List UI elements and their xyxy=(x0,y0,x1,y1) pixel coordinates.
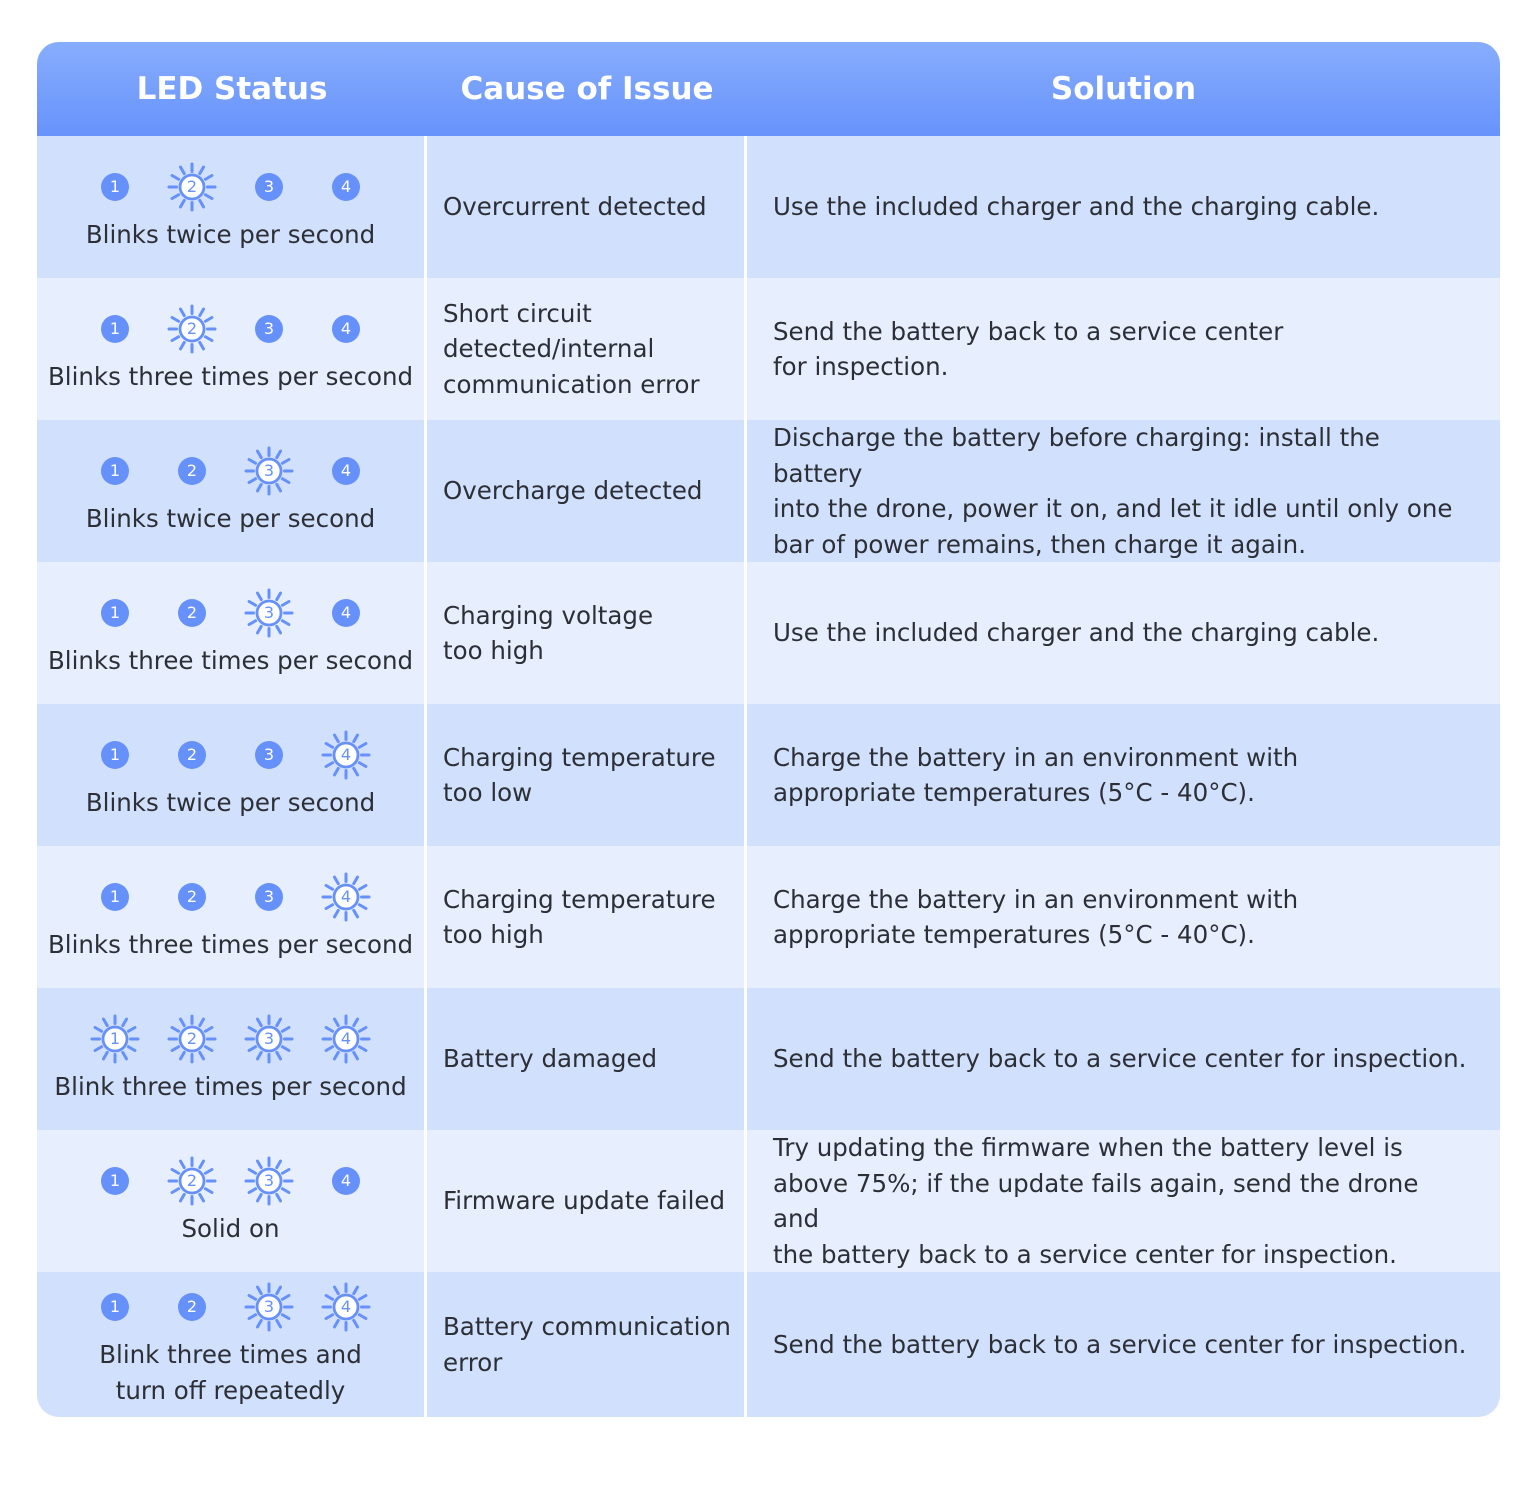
led-status-text: Blink three times per second xyxy=(54,1072,407,1102)
solution-text: Send the battery back to a service center for inspection. xyxy=(773,1044,1467,1074)
led-number: 3 xyxy=(263,745,275,765)
led-blinking-icon xyxy=(154,1013,231,1065)
led-number: 4 xyxy=(340,887,352,907)
cause-cell xyxy=(427,278,747,420)
solution-text: Send the battery back to a service center for inspection. xyxy=(773,316,1284,381)
cause-text: Battery communication error xyxy=(443,1312,731,1377)
led-blinking-icon xyxy=(308,871,385,923)
led-status-cell xyxy=(37,136,427,278)
led-number: 2 xyxy=(186,177,198,197)
cause-text: Firmware update failed xyxy=(443,1186,726,1216)
solution-cell xyxy=(747,278,1500,420)
led-solid-icon xyxy=(77,871,154,923)
led-status-text: Blinks three times per second xyxy=(47,362,414,392)
led-solid-icon xyxy=(231,303,308,355)
led-status-text: Blinks three times per second xyxy=(47,930,414,960)
led-solid-icon xyxy=(154,445,231,497)
led-number: 4 xyxy=(340,461,352,481)
header-solution: Solution xyxy=(1050,71,1197,107)
led-number: 3 xyxy=(263,461,275,481)
led-number: 1 xyxy=(109,1297,121,1316)
led-indicators xyxy=(77,1281,385,1333)
led-solid-icon xyxy=(308,303,385,355)
table-row xyxy=(37,562,1500,704)
led-number: 1 xyxy=(109,319,121,339)
led-number: 1 xyxy=(109,887,121,907)
cause-text: Charging voltage too high xyxy=(443,600,654,665)
led-status-cell xyxy=(37,1130,427,1272)
led-indicators xyxy=(77,1013,385,1065)
led-solid-icon xyxy=(77,303,154,355)
led-status-text: Blinks three times per second xyxy=(47,646,414,676)
led-indicators xyxy=(77,303,385,355)
led-number: 2 xyxy=(186,319,198,339)
led-number: 4 xyxy=(340,1029,352,1049)
led-number: 3 xyxy=(263,1171,275,1191)
led-number: 4 xyxy=(340,603,352,623)
led-solid-icon xyxy=(308,161,385,213)
led-blinking-icon xyxy=(77,1013,154,1065)
led-solid-icon xyxy=(154,871,231,923)
led-number: 2 xyxy=(186,745,198,765)
led-solid-icon xyxy=(154,1281,231,1333)
led-solid-icon xyxy=(231,729,308,781)
led-indicators xyxy=(77,871,385,923)
led-blinking-icon xyxy=(231,1013,308,1065)
led-indicators xyxy=(77,445,385,497)
led-solid-icon xyxy=(77,1155,154,1207)
table-row xyxy=(37,136,1500,278)
led-solid-icon xyxy=(77,1281,154,1333)
led-number: 4 xyxy=(340,745,352,765)
led-number: 1 xyxy=(109,1171,121,1191)
solution-text: Use the included charger and the charging cable. xyxy=(773,618,1380,648)
cause-text: Charging temperature too high xyxy=(443,884,716,949)
header-led-status: LED Status xyxy=(136,71,328,107)
led-number: 2 xyxy=(186,461,198,481)
led-solid-icon xyxy=(308,445,385,497)
led-number: 3 xyxy=(263,319,275,339)
led-status-text: Blinks twice per second xyxy=(85,504,376,534)
solution-text: Charge the battery in an environment with appropriate temperatures (5°C - 40°C). xyxy=(773,884,1299,949)
cause-cell xyxy=(427,136,747,278)
cause-cell xyxy=(427,704,747,846)
cause-cell xyxy=(427,562,747,704)
led-status-cell xyxy=(37,562,427,704)
led-solid-icon xyxy=(77,587,154,639)
led-number: 4 xyxy=(340,1171,352,1191)
led-status-text: Solid on xyxy=(181,1214,280,1244)
cause-text: Overcharge detected xyxy=(443,476,703,506)
led-blinking-icon xyxy=(231,445,308,497)
led-number: 1 xyxy=(109,1029,121,1049)
solution-cell xyxy=(747,1130,1500,1272)
led-number: 2 xyxy=(186,1171,198,1191)
led-status-text: Blinks twice per second xyxy=(85,788,376,818)
led-blinking-icon xyxy=(154,303,231,355)
cause-cell xyxy=(427,988,747,1130)
led-status-text: Blink three times and turn off repeatedly xyxy=(99,1340,362,1405)
led-indicators xyxy=(77,161,385,213)
solution-text: Discharge the battery before charging: install the battery into the drone, power it on, and let it idle until only one bar of power remains, then charge it again. xyxy=(773,423,1453,559)
cause-text: Overcurrent detected xyxy=(443,192,707,222)
led-solid-icon xyxy=(154,587,231,639)
led-solid-icon xyxy=(308,587,385,639)
led-number: 2 xyxy=(186,1029,198,1049)
table-row xyxy=(37,846,1500,988)
led-status-cell xyxy=(37,988,427,1130)
solution-text: Charge the battery in an environment with appropriate temperatures (5°C - 40°C). xyxy=(773,742,1299,807)
led-number: 1 xyxy=(109,177,121,197)
led-solid-icon xyxy=(231,161,308,213)
solution-cell xyxy=(747,846,1500,988)
led-solid-icon xyxy=(77,729,154,781)
led-blinking-icon xyxy=(231,1281,308,1333)
solution-cell xyxy=(747,562,1500,704)
led-indicators xyxy=(77,1155,385,1207)
led-solid-icon xyxy=(77,445,154,497)
led-status-text: Blinks twice per second xyxy=(85,220,376,250)
solution-text: Use the included charger and the charging cable. xyxy=(773,192,1380,222)
led-number: 1 xyxy=(109,461,121,481)
led-blinking-icon xyxy=(231,1155,308,1207)
led-blinking-icon xyxy=(308,1281,385,1333)
led-blinking-icon xyxy=(308,729,385,781)
led-blinking-icon xyxy=(154,161,231,213)
led-number: 4 xyxy=(340,319,352,339)
led-number: 3 xyxy=(263,1029,275,1049)
cause-text: Short circuit detected/internal communication error xyxy=(443,298,700,399)
led-number: 1 xyxy=(109,603,121,623)
table-row xyxy=(37,704,1500,846)
table-row xyxy=(37,278,1500,420)
solution-cell xyxy=(747,1272,1500,1417)
cause-cell xyxy=(427,420,747,562)
led-status-table xyxy=(37,42,1500,1417)
led-status-cell xyxy=(37,704,427,846)
cause-text: Battery damaged xyxy=(443,1044,658,1074)
led-blinking-icon xyxy=(308,1013,385,1065)
led-status-cell xyxy=(37,1272,427,1417)
cause-text: Charging temperature too low xyxy=(443,742,716,807)
table-header xyxy=(37,42,1500,136)
led-indicators xyxy=(77,587,385,639)
led-number: 3 xyxy=(263,603,275,623)
led-status-cell xyxy=(37,420,427,562)
table-row xyxy=(37,988,1500,1130)
led-number: 1 xyxy=(109,745,121,765)
led-number: 2 xyxy=(186,887,198,907)
led-solid-icon xyxy=(308,1155,385,1207)
led-status-cell xyxy=(37,846,427,988)
led-number: 3 xyxy=(263,177,275,197)
led-blinking-icon xyxy=(231,587,308,639)
led-solid-icon xyxy=(154,729,231,781)
led-indicators xyxy=(77,729,385,781)
table-row xyxy=(37,420,1500,562)
led-status-cell xyxy=(37,278,427,420)
solution-text: Try updating the firmware when the battery level is above 75%; if the update fails again, send the drone and the battery back to a service center for inspection. xyxy=(773,1133,1419,1269)
table-row xyxy=(37,1130,1500,1272)
solution-text: Send the battery back to a service center for inspection. xyxy=(773,1329,1467,1359)
led-number: 2 xyxy=(186,603,198,623)
led-number: 3 xyxy=(263,887,275,907)
solution-cell xyxy=(747,420,1500,562)
table-body xyxy=(37,136,1500,1417)
solution-cell xyxy=(747,136,1500,278)
solution-cell xyxy=(747,704,1500,846)
led-number: 4 xyxy=(340,177,352,197)
solution-cell xyxy=(747,988,1500,1130)
cause-cell xyxy=(427,846,747,988)
table-row xyxy=(37,1272,1500,1417)
led-blinking-icon xyxy=(154,1155,231,1207)
led-number: 2 xyxy=(186,1297,198,1316)
header-cause: Cause of Issue xyxy=(460,71,714,107)
led-solid-icon xyxy=(77,161,154,213)
led-number: 3 xyxy=(263,1297,275,1316)
cause-cell xyxy=(427,1272,747,1417)
led-number: 4 xyxy=(340,1297,352,1316)
cause-cell xyxy=(427,1130,747,1272)
led-solid-icon xyxy=(231,871,308,923)
